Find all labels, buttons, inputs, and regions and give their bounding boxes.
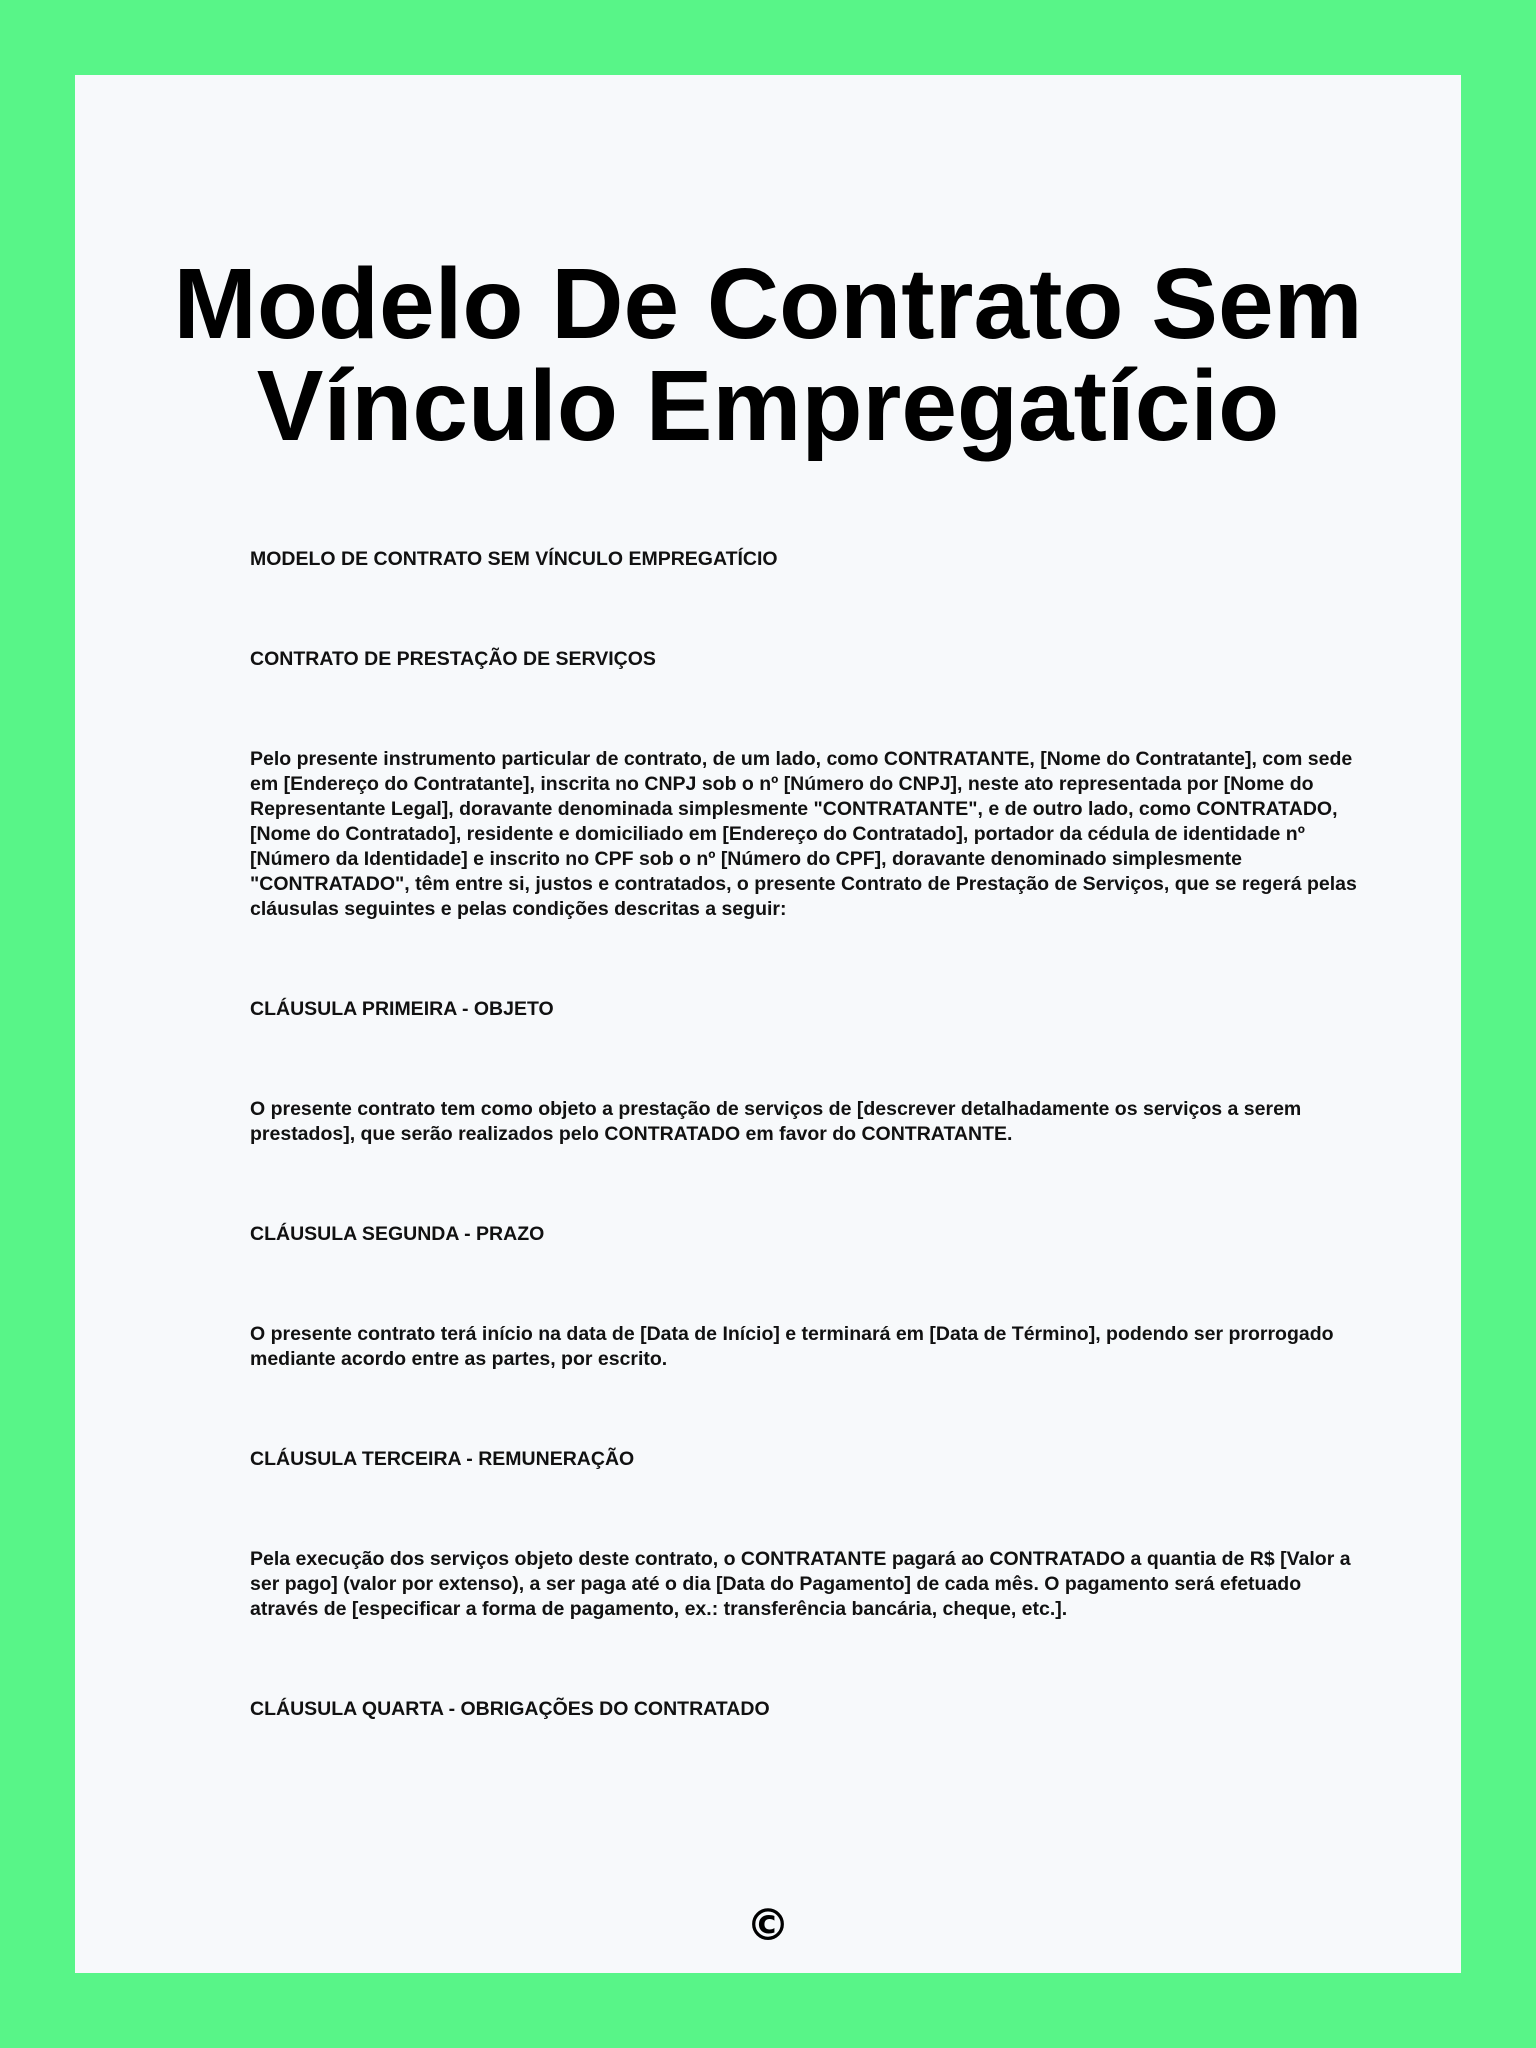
document-body [250,547,1360,1722]
document-page [75,75,1461,1973]
clause-heading: CLÁUSULA SEGUNDA - PRAZO [250,1223,545,1245]
copyright-icon: © [746,1900,790,1951]
clause-heading: CLÁUSULA QUARTA - OBRIGAÇÕES DO CONTRATADO [250,1698,770,1720]
clause-text: Pela execução dos serviços objeto deste contrato, o CONTRATANTE pagará ao CONTRATADO a quantia de R$ [Valor a ser pago] (valor por extenso), a ser paga até o dia [Data do Pagamento] de cada mês. O pagamento será efetuado através de [especificar a forma de pagamento, ex.: transferência bancária, cheque, etc.]. [250,1548,1351,1620]
clause-text: O presente contrato terá início na data de [Data de Início] e terminará em [Data de Término], podendo ser prorrogado mediante acordo entre as partes, por escrito. [250,1323,1334,1370]
document-heading: MODELO DE CONTRATO SEM VÍNCULO EMPREGATÍCIO [250,548,778,570]
clause-text: O presente contrato tem como objeto a prestação de serviços de [descrever detalhadamente os serviços a serem prestados], que serão realizados pelo CONTRATADO em favor do CONTRATANTE. [250,1098,1302,1145]
clause-heading: CLÁUSULA PRIMEIRA - OBJETO [250,998,554,1020]
intro-paragraph: Pelo presente instrumento particular de contrato, de um lado, como CONTRATANTE, [Nome do Contratante], com sede em [Endereço do Contratante], inscrita no CNPJ sob o nº [Número do CNPJ], neste ato representada por [Nome do Representante Legal], doravante denominada simplesmente "CONTRATANTE", e de outro lado, como CONTRATADO, [Nome do Contratado], residente e domiciliado em [Endereço do Contratado], portador da cédula de identidade nº [Número da Identidade] e inscrito no CPF sob o nº [Número do CPF], doravante denominado simplesmente "CONTRATADO", têm entre si, justos e contratados, o presente Contrato de Prestação de Serviços, que se regerá pelas cláusulas seguintes e pelas condições descritas a seguir: [250,748,1357,920]
page-title: Modelo De Contrato Sem Vínculo Empregatício [173,248,1363,462]
clause-heading: CLÁUSULA TERCEIRA - REMUNERAÇÃO [250,1448,635,1470]
document-subheading: CONTRATO DE PRESTAÇÃO DE SERVIÇOS [250,648,656,670]
